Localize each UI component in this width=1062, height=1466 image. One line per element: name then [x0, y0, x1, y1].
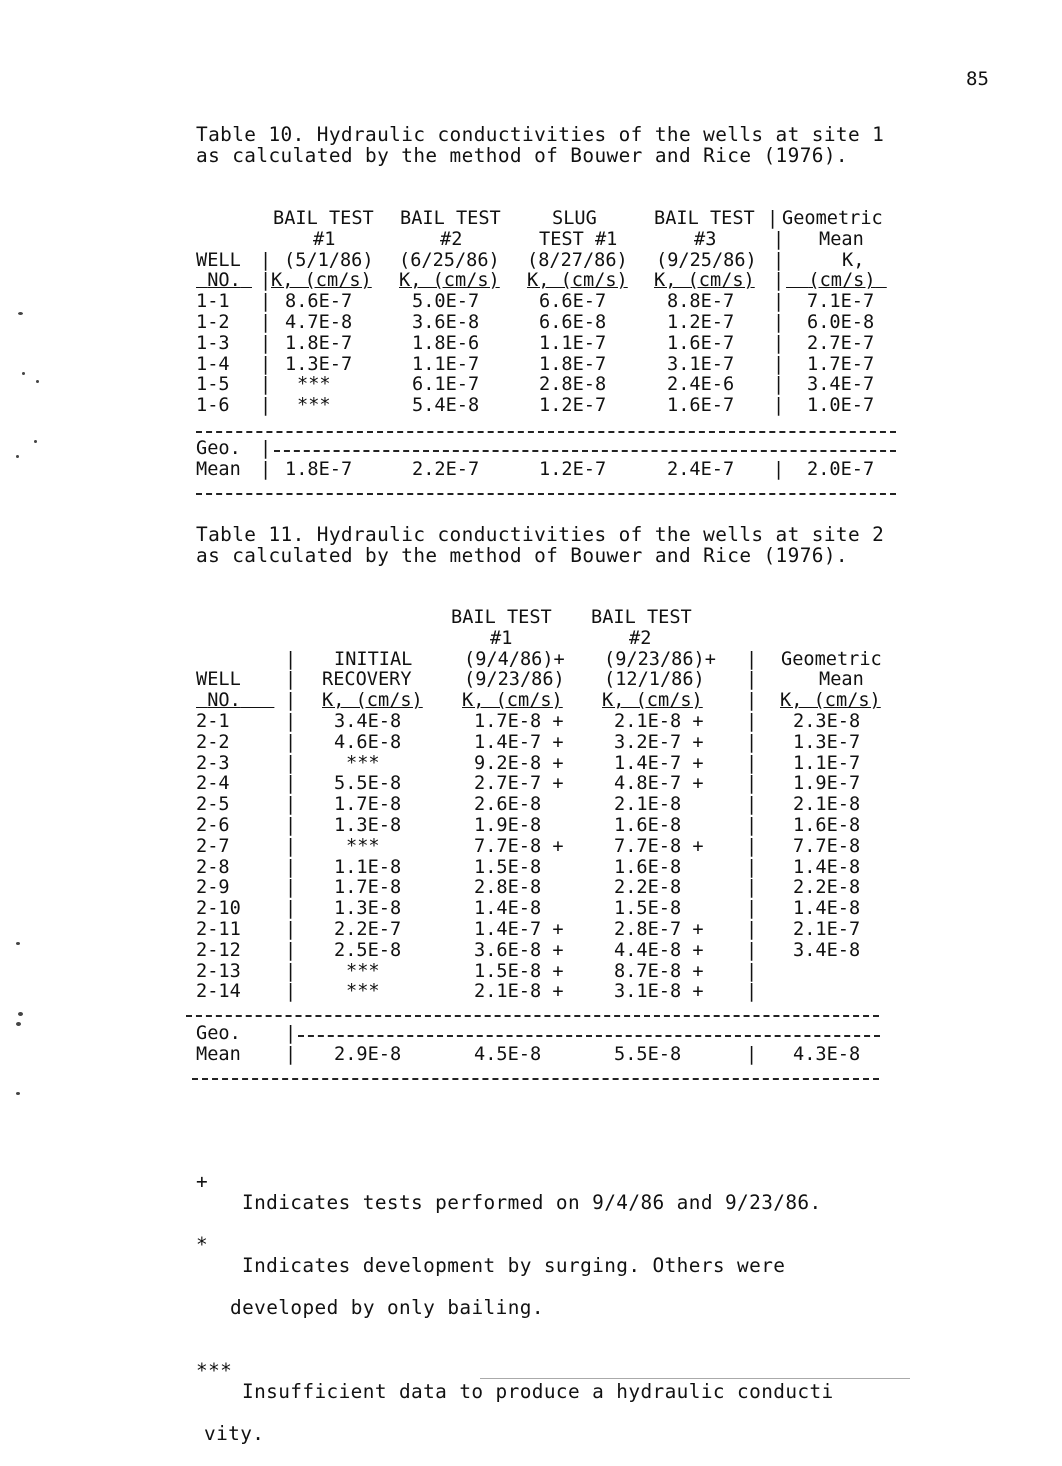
table10-header-row: NO. | K, (cm/s) K, (cm/s) K, (cm/s) K, (cm/s) | (cm/s): [196, 271, 263, 292]
table-row: [196, 856, 861, 879]
table-cell: ***: [346, 981, 380, 1003]
t10-col4-h1: BAIL TEST: [654, 208, 755, 229]
t10-col1-h1: BAIL TEST: [273, 208, 374, 229]
table-cell: 1.4E-8: [474, 898, 542, 920]
table-cell: 2.1E-8: [793, 794, 861, 816]
column-divider: |: [285, 960, 297, 982]
table-cell: 5.0E-7: [412, 291, 480, 313]
t11-col2-h1: BAIL TEST: [451, 607, 552, 628]
column-divider: |: [285, 710, 297, 732]
column-divider: |: [773, 353, 785, 375]
t11-col2-h3: (9/4/86)+: [464, 648, 565, 670]
table-cell: 5.5E-8: [334, 773, 402, 795]
t11-col2-h4: (9/23/86): [464, 669, 565, 691]
t10-col1-h2: #1: [313, 228, 336, 250]
table-cell: 1.9E-7: [793, 773, 861, 795]
table-cell: 8.6E-7: [285, 291, 353, 313]
t10-well-h2-text: NO.: [207, 270, 241, 292]
column-divider: |: [260, 353, 272, 375]
table-cell: ***: [346, 752, 380, 774]
page-number: 85: [966, 68, 989, 90]
table-cell: 1.9E-8: [474, 814, 542, 836]
t10-mean-label: Mean: [196, 458, 241, 480]
column-divider: |: [773, 291, 785, 313]
t10-geo-c3: 1.2E-7: [539, 458, 607, 480]
table11-body: [196, 710, 861, 1003]
table10-header-row: BAIL TEST BAIL TEST SLUG BAIL TEST | Geometric: [273, 208, 883, 229]
t10-well-h2: [196, 271, 252, 292]
t11-col4-h2: Mean: [819, 669, 864, 691]
column-divider: |: [746, 814, 758, 836]
table11-header-row: NO. | K, (cm/s) K, (cm/s) K, (cm/s) | K, (cm/s): [196, 691, 263, 712]
t11-col1-h3: K, (cm/s): [322, 690, 423, 712]
column-divider: |: [285, 835, 297, 857]
column-divider: |: [260, 332, 272, 354]
well-id: 2-3: [196, 752, 230, 774]
table-cell: 3.6E-8 +: [474, 939, 564, 961]
table-cell: 2.1E-8: [614, 794, 682, 816]
t10-col3-h1: SLUG: [552, 208, 597, 229]
table-cell: 1.3E-7: [793, 731, 861, 753]
column-divider: |: [260, 291, 272, 313]
table-cell: 6.1E-7: [412, 374, 480, 396]
well-id: 2-10: [196, 898, 241, 920]
scan-speck: [16, 942, 20, 945]
table-cell: 9.2E-8 +: [474, 752, 564, 774]
bottom-edge-line: [480, 1378, 910, 1379]
column-divider: |: [285, 939, 297, 961]
t11-well-h2: [196, 691, 274, 712]
well-id: 2-1: [196, 710, 230, 732]
table-cell: 2.6E-8: [474, 794, 542, 816]
table11-header-row: [196, 607, 692, 629]
footnote-triple-star: [196, 1339, 834, 1403]
footnote-mark: ***: [196, 1359, 233, 1382]
column-divider: |: [746, 773, 758, 795]
table-cell: 7.7E-8: [793, 835, 861, 857]
table10-body: [196, 291, 875, 417]
column-divider: |: [285, 898, 297, 920]
table-cell: 2.7E-7 +: [474, 773, 564, 795]
table-row: [196, 710, 861, 733]
table-cell: 4.4E-8 +: [614, 939, 704, 961]
t10-geo-c4: 2.4E-7: [667, 458, 735, 480]
t11-col3-h5: K, (cm/s): [602, 690, 703, 712]
scan-speck: [36, 380, 39, 383]
table-row: [196, 311, 875, 334]
table-cell: 1.7E-8: [334, 877, 402, 899]
table10-mean-row: Mean | 1.8E-7 2.2E-7 1.2E-7 2.4E-7 | 2.0E-7: [196, 458, 875, 480]
table-cell: 2.8E-8: [539, 374, 607, 396]
table-cell: 7.7E-8 +: [474, 835, 564, 857]
footnotes: [196, 1108, 834, 1465]
table11-header-row: [196, 627, 652, 650]
t11-geo-c3: 5.5E-8: [614, 1043, 682, 1065]
table-row: [196, 794, 861, 816]
table-row: [196, 918, 861, 941]
t10-col5-h2: Mean: [819, 228, 864, 250]
table-cell: 4.7E-8: [285, 311, 353, 333]
table-cell: 1.6E-7: [667, 395, 735, 417]
table-row: [196, 835, 861, 858]
t11-col2-h2: #1: [490, 627, 513, 649]
well-id: 1-1: [196, 291, 230, 313]
table-cell: 2.1E-8 +: [614, 710, 704, 732]
table-cell: 1.1E-7: [412, 353, 480, 375]
table-cell: 1.3E-8: [334, 814, 402, 836]
t10-geo-c5: 2.0E-7: [807, 458, 875, 480]
column-divider: |: [773, 332, 785, 354]
footnote-star-cont: [196, 1276, 544, 1319]
table11-rule-geo: [298, 1035, 880, 1037]
t11-col4-h1: Geometric: [781, 648, 882, 670]
well-id: 2-12: [196, 939, 241, 961]
table-cell: 8.8E-7: [667, 291, 735, 313]
t10-col4-h3: (9/25/86): [656, 249, 757, 271]
table11-rule-bottom: [192, 1078, 879, 1080]
column-divider: |: [260, 395, 272, 417]
table-cell: 3.1E-8 +: [614, 981, 704, 1003]
table-cell: 2.2E-8: [793, 877, 861, 899]
table-cell: 2.3E-8: [793, 710, 861, 732]
t10-col5-h4-text: (cm/s): [808, 270, 876, 292]
table-cell: 3.6E-8: [412, 311, 480, 333]
footnote-triple-star-cont: [196, 1402, 268, 1445]
table-cell: 4.6E-8: [334, 731, 402, 753]
table-row: [196, 939, 861, 962]
column-divider: |: [746, 877, 758, 899]
t10-geo-c1: 1.8E-7: [285, 458, 353, 480]
column-divider: |: [746, 731, 758, 753]
table-cell: 1.1E-7: [793, 752, 861, 774]
well-id: 2-2: [196, 731, 230, 753]
table-cell: 2.1E-8 +: [474, 981, 564, 1003]
column-divider: |: [260, 374, 272, 396]
table-cell: 4.8E-7 +: [614, 773, 704, 795]
column-divider: |: [285, 981, 297, 1003]
table11: [196, 607, 882, 1003]
table-cell: ***: [346, 835, 380, 857]
t11-well-h2-text: NO.: [207, 690, 241, 712]
t10-col2-h4: K, (cm/s): [399, 270, 500, 292]
table-row: [196, 731, 861, 754]
table-row: [196, 960, 758, 983]
table-row: [196, 898, 861, 920]
footnote-text: Insufficient data to produce a hydraulic conducti: [242, 1380, 834, 1403]
table-cell: 1.7E-8 +: [474, 710, 564, 732]
t10-col4-h2: #3: [694, 228, 717, 250]
column-divider: |: [285, 814, 297, 836]
table-cell: 1.5E-8: [614, 898, 682, 920]
table10-header-row: WELL | (5/1/86) (6/25/86) (8/27/86) (9/25/86) | K,: [196, 249, 865, 271]
table11-geomean: [196, 1023, 861, 1066]
well-id: 2-8: [196, 856, 230, 878]
table-cell: 1.8E-6: [412, 332, 480, 354]
table11-rule-top: [186, 1015, 879, 1017]
table-cell: 1.8E-7: [539, 353, 607, 375]
table-row: [196, 814, 861, 837]
table-cell: 2.1E-7: [793, 918, 861, 940]
table-cell: 5.4E-8: [412, 395, 480, 417]
table-row: [196, 752, 861, 775]
column-divider: |: [746, 835, 758, 857]
table-cell: 7.1E-7: [807, 291, 875, 313]
scan-speck: [16, 455, 19, 458]
t11-col2-h5: K, (cm/s): [462, 690, 563, 712]
footnote-text: developed by only bailing.: [230, 1296, 544, 1319]
table-cell: 1.5E-8: [474, 856, 542, 878]
column-divider: |: [773, 311, 785, 333]
footnote-text: Indicates tests performed on 9/4/86 and 9/23/86.: [242, 1191, 822, 1214]
t10-col5-h4: [786, 271, 887, 292]
t11-col1-h2: RECOVERY: [322, 669, 412, 691]
column-divider: |: [285, 918, 297, 940]
scan-speck: [34, 440, 37, 443]
table-cell: 2.8E-8: [474, 877, 542, 899]
table-cell: 1.8E-7: [285, 332, 353, 354]
table-row: [196, 981, 758, 1003]
table-cell: 1.3E-7: [285, 353, 353, 375]
table-cell: 6.6E-8: [539, 311, 607, 333]
table-cell: ***: [297, 374, 331, 396]
footnote-mark: *: [196, 1233, 209, 1256]
table11-caption: Table 11. Hydraulic conductivities of the wells at site 2 as calculated by the method of Bouwer and Rice (1976).: [196, 523, 885, 567]
table-cell: 1.7E-7: [807, 353, 875, 375]
table-cell: 8.7E-8 +: [614, 960, 704, 982]
table-cell: 1.1E-7: [539, 332, 607, 354]
well-id: 1-5: [196, 374, 230, 396]
t10-well-h1: WELL: [196, 249, 241, 271]
table-cell: 6.0E-8: [807, 311, 875, 333]
t10-col5-h1: Geometric: [782, 208, 883, 229]
well-id: 2-4: [196, 773, 230, 795]
t11-col3-h4: (12/1/86): [604, 669, 705, 691]
t11-col3-h1: BAIL TEST: [591, 607, 692, 628]
table10-rule-bottom: [196, 493, 896, 495]
column-divider: |: [746, 752, 758, 774]
table-cell: 6.6E-7: [539, 291, 607, 313]
column-divider: |: [746, 981, 758, 1003]
table-cell: 1.7E-8: [334, 794, 402, 816]
column-divider: |: [746, 794, 758, 816]
table-cell: 1.2E-7: [667, 311, 735, 333]
column-divider: |: [285, 877, 297, 899]
column-divider: |: [285, 856, 297, 878]
table-cell: 1.4E-7 +: [614, 752, 704, 774]
t10-col3-h4: K, (cm/s): [527, 270, 628, 292]
table-cell: 3.4E-7: [807, 374, 875, 396]
t11-mean-label: Mean: [196, 1043, 241, 1065]
table-row: [196, 332, 875, 355]
column-divider: |: [285, 731, 297, 753]
column-divider: |: [285, 752, 297, 774]
t10-col3-h3: (8/27/86): [527, 249, 628, 271]
t10-col2-h2: #2: [440, 228, 463, 250]
table-cell: 2.2E-7: [334, 918, 402, 940]
column-divider: |: [746, 856, 758, 878]
well-id: 1-6: [196, 395, 230, 417]
t11-geo-c4: 4.3E-8: [793, 1043, 861, 1065]
table10-header-row: #1 #2 TEST #1 #3 | Mean: [313, 228, 864, 250]
table-cell: 2.4E-6: [667, 374, 735, 396]
table-cell: 2.8E-7 +: [614, 918, 704, 940]
column-divider: |: [746, 939, 758, 961]
column-divider: |: [260, 311, 272, 333]
table10-geo-row: Geo. |: [196, 439, 263, 460]
well-id: 2-7: [196, 835, 230, 857]
t10-col1-h4: K, (cm/s): [271, 270, 372, 292]
table-cell: 1.4E-8: [793, 856, 861, 878]
t11-well-h1: WELL: [196, 669, 241, 691]
t11-geo-c1: 2.9E-8: [334, 1043, 402, 1065]
table-cell: 2.5E-8: [334, 939, 402, 961]
table10-geomean: [196, 438, 875, 481]
table-cell: 1.1E-8: [334, 856, 402, 878]
footnote-star: [196, 1213, 786, 1277]
table-cell: 1.4E-8: [793, 898, 861, 920]
table-row: [196, 374, 875, 396]
t11-geo-c2: 4.5E-8: [474, 1043, 542, 1065]
t10-col5-h3: K,: [842, 249, 865, 271]
column-divider: |: [746, 960, 758, 982]
t11-col3-h2: #2: [629, 627, 652, 649]
well-id: 2-5: [196, 794, 230, 816]
scan-speck: [22, 372, 25, 375]
column-divider: |: [773, 374, 785, 396]
t11-col4-h3: K, (cm/s): [780, 690, 881, 712]
column-divider: |: [746, 918, 758, 940]
footnote-text: vity.: [204, 1422, 265, 1445]
well-id: 2-13: [196, 960, 241, 982]
table-cell: 2.2E-8: [614, 877, 682, 899]
scan-speck: [18, 312, 23, 315]
t10-col2-h3: (6/25/86): [399, 249, 500, 271]
table-row: [196, 291, 875, 313]
table10-caption: Table 10. Hydraulic conductivities of the wells at site 1 as calculated by the method of Bouwer and Rice (1976).: [196, 123, 885, 167]
table-cell: 3.4E-8: [334, 710, 402, 732]
table-cell: 1.6E-8: [614, 814, 682, 836]
table11-header-row: WELL | RECOVERY (9/23/86) (12/1/86) | Mean: [196, 669, 864, 691]
column-divider: |: [285, 794, 297, 816]
well-id: 1-3: [196, 332, 230, 354]
well-id: 2-11: [196, 918, 241, 940]
table10: [196, 208, 883, 417]
footnote-plus: [196, 1150, 822, 1214]
table-cell: 3.2E-7 +: [614, 731, 704, 753]
t10-col1-h3: (5/1/86): [284, 249, 374, 271]
table-row: [196, 395, 875, 417]
table-cell: 7.7E-8 +: [614, 835, 704, 857]
column-divider: |: [746, 710, 758, 732]
scan-speck: [16, 1022, 21, 1026]
table10-rule-top: [196, 431, 896, 433]
table-cell: 3.1E-7: [667, 353, 735, 375]
t10-col4-h4: K, (cm/s): [654, 270, 755, 292]
footnote-mark: +: [196, 1170, 209, 1193]
table-row: [196, 877, 861, 899]
scan-speck: [18, 1012, 23, 1016]
well-id: 2-9: [196, 877, 230, 899]
well-id: 1-4: [196, 353, 230, 375]
column-divider: |: [285, 773, 297, 795]
footnote-text: Indicates development by surging. Others were: [242, 1254, 786, 1277]
table-cell: 1.6E-8: [614, 856, 682, 878]
t10-geo-label: Geo.: [196, 438, 241, 459]
scan-speck: [16, 1092, 20, 1095]
t11-col1-h1: INITIAL: [334, 648, 413, 670]
table-cell: 1.4E-7 +: [474, 918, 564, 940]
column-divider: |: [746, 898, 758, 920]
well-id: 1-2: [196, 311, 230, 333]
table-cell: 1.0E-7: [807, 395, 875, 417]
table-cell: 2.7E-7: [807, 332, 875, 354]
table-cell: ***: [297, 395, 331, 417]
table-cell: 1.6E-8: [793, 814, 861, 836]
t11-geo-label: Geo.: [196, 1023, 241, 1044]
t10-col2-h1: BAIL TEST: [400, 208, 501, 229]
column-divider: |: [773, 395, 785, 417]
table10-rule-geo: [274, 450, 896, 452]
well-id: 2-6: [196, 814, 230, 836]
t11-col3-h3: (9/23/86)+: [604, 648, 716, 670]
t10-geo-c2: 2.2E-7: [412, 458, 480, 480]
table-row: [196, 353, 875, 376]
table-cell: ***: [346, 960, 380, 982]
table-cell: 1.5E-8 +: [474, 960, 564, 982]
table-cell: 1.3E-8: [334, 898, 402, 920]
table-cell: 1.2E-7: [539, 395, 607, 417]
table11-header-row: | INITIAL (9/4/86)+ (9/23/86)+ | Geometric: [285, 648, 882, 670]
table-row: [196, 773, 861, 795]
table11-geo-row: Geo. |: [196, 1024, 263, 1045]
table-cell: 1.6E-7: [667, 332, 735, 354]
t10-col3-h2: TEST #1: [539, 228, 618, 250]
table-cell: 3.4E-8: [793, 939, 861, 961]
table-cell: 1.4E-7 +: [474, 731, 564, 753]
table11-mean-row: Mean | 2.9E-8 4.5E-8 5.5E-8 | 4.3E-8: [196, 1043, 861, 1065]
well-id: 2-14: [196, 981, 241, 1003]
